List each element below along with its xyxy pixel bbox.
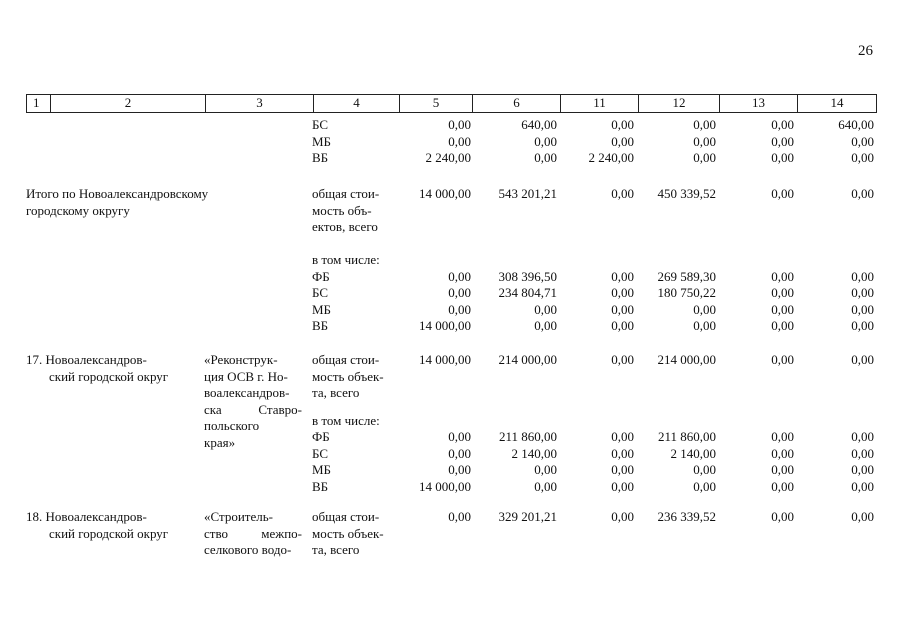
value-col-6: 0,00 [534,150,557,165]
funding-source-label: МБ [312,301,332,317]
value-col-14: 0,00 [851,445,874,461]
funding-source-label: МБ [312,133,332,149]
total-title: Итого по Новоалександровскому городскому округу [26,186,209,218]
table-row [26,429,876,446]
value-col-5: 0,00 [448,462,471,477]
cost-label: та, всего [312,385,360,400]
value-col-5: 0,00 [448,301,471,317]
value-col-14: 0,00 [851,133,874,149]
value-col-6: 234 804,71 [498,285,557,300]
table-row [26,269,876,286]
value-col-5: 0,00 [448,117,471,132]
value-col-5: 0,00 [448,429,471,444]
page-number: 26 [858,43,873,59]
value-col-13: 0,00 [771,117,794,132]
value-col-5: 14 000,00 [419,478,471,494]
cost-label: общая стои- [312,352,380,367]
value-col-11: 0,00 [611,301,634,317]
value-col-12: 269 589,30 [657,268,716,284]
table-row [26,117,876,134]
header-col-13: 13 [720,95,798,113]
value-col-13: 0,00 [771,186,794,201]
value-col-13: 0,00 [771,268,794,284]
value-col-6: 640,00 [521,117,557,132]
table-row [26,285,876,302]
value-col-14: 0,00 [851,318,874,333]
value-col-5: 0,00 [448,445,471,461]
funding-source-label: МБ [312,462,332,477]
item-17-block [26,352,876,495]
value-col-11: 0,00 [611,318,634,333]
value-col-12: 0,00 [693,301,716,317]
object-name-cell: «Реконструк- ция ОСВ г. Но- воалександров- ска Ставро- польского края» [204,352,302,450]
value-col-5: 0,00 [448,133,471,149]
total-block [26,186,876,335]
value-col-6: 0,00 [534,133,557,149]
value-col-12: 0,00 [693,133,716,149]
value-col-13: 0,00 [771,285,794,300]
cost-label: мость объек- [312,368,384,384]
value-col-6: 308 396,50 [498,268,557,284]
value-col-14: 0,00 [851,352,874,367]
value-col-14: 0,00 [851,186,874,201]
including-label: в том числе: [312,412,380,428]
item-18-block [26,509,876,559]
value-col-12: 0,00 [693,117,716,132]
table-row [26,302,876,319]
funding-source-label: БС [312,117,329,132]
value-col-14: 0,00 [851,301,874,317]
table-row [26,462,876,479]
funding-source-label: ВБ [312,478,329,494]
value-col-14: 0,00 [851,285,874,300]
header-col-12: 12 [639,95,720,113]
value-col-12: 0,00 [693,318,716,333]
header-col-4: 4 [314,95,400,113]
row-number: 18. [26,509,43,524]
continuation-block [26,117,876,167]
value-col-13: 0,00 [771,462,794,477]
value-col-12: 0,00 [693,478,716,494]
value-col-14: 0,00 [851,429,874,444]
header-col-2: 2 [51,95,206,113]
value-col-13: 0,00 [771,352,794,367]
value-col-13: 0,00 [771,301,794,317]
object-name-cell: «Строитель- ство межпо- селкового водо- [204,509,302,557]
value-col-11: 2 240,00 [588,150,634,165]
value-col-6: 0,00 [534,478,557,494]
value-col-11: 0,00 [611,429,634,444]
value-col-6: 2 140,00 [511,445,557,461]
funding-source-label: БС [312,285,329,300]
value-col-6: 214 000,00 [498,352,557,367]
value-col-14: 0,00 [851,509,874,524]
header-col-1: 1 [27,95,51,113]
value-col-14: 0,00 [851,150,874,165]
value-col-13: 0,00 [771,445,794,461]
value-col-14: 0,00 [851,478,874,494]
value-col-6: 543 201,21 [498,186,557,201]
value-col-12: 214 000,00 [657,352,716,367]
header-col-3: 3 [206,95,314,113]
value-col-13: 0,00 [771,509,794,524]
value-col-13: 0,00 [771,133,794,149]
cost-label: общая стои- [312,509,380,524]
value-col-11: 0,00 [611,478,634,494]
value-col-6: 0,00 [534,301,557,317]
value-col-5: 14 000,00 [419,352,471,367]
value-col-14: 0,00 [851,268,874,284]
table-row [26,352,876,369]
table-row [26,509,876,526]
value-col-11: 0,00 [611,285,634,300]
row-number: 17. [26,352,43,367]
cost-label: мость объек- [312,525,384,541]
value-col-12: 180 750,22 [657,285,716,300]
funding-source-label: ВБ [312,150,329,165]
value-col-12: 0,00 [693,462,716,477]
value-col-11: 0,00 [611,509,634,524]
header-col-14: 14 [798,95,877,113]
table-row [26,479,876,496]
funding-source-label: ФБ [312,429,330,444]
value-col-6: 211 860,00 [498,429,557,444]
funding-source-label: ФБ [312,268,330,284]
value-col-14: 640,00 [838,117,874,132]
value-col-6: 0,00 [534,318,557,333]
cost-label: мость объ- [312,202,372,218]
value-col-11: 0,00 [611,462,634,477]
table-row [26,150,876,167]
value-col-5: 14 000,00 [419,318,471,333]
value-col-12: 0,00 [693,150,716,165]
value-col-11: 0,00 [611,268,634,284]
value-col-5: 14 000,00 [419,186,471,201]
value-col-5: 0,00 [448,285,471,300]
value-col-11: 0,00 [611,133,634,149]
header-col-5: 5 [400,95,473,113]
value-col-5: 0,00 [448,268,471,284]
table-row [26,318,876,335]
value-col-12: 236 339,52 [657,509,716,524]
header-col-6: 6 [473,95,561,113]
value-col-13: 0,00 [771,478,794,494]
table-row [26,446,876,463]
value-col-11: 0,00 [611,117,634,132]
table-row [26,186,876,203]
column-header-row [26,94,877,113]
value-col-11: 0,00 [611,352,634,367]
value-col-12: 2 140,00 [670,445,716,461]
municipality-cell: 18. Новоалександров- ский городской округ [26,509,169,541]
value-col-13: 0,00 [771,318,794,333]
value-col-6: 329 201,21 [498,509,557,524]
value-col-14: 0,00 [851,462,874,477]
cost-label: общая стои- [312,186,380,201]
value-col-12: 450 339,52 [657,186,716,201]
value-col-11: 0,00 [611,186,634,201]
value-col-13: 0,00 [771,429,794,444]
municipality-cell: 17. Новоалександров- ский городской округ [26,352,169,384]
funding-source-label: БС [312,445,329,461]
cost-label: та, всего [312,542,360,557]
value-col-13: 0,00 [771,150,794,165]
table-row [26,134,876,151]
header-col-11: 11 [561,95,639,113]
including-label: в том числе: [312,252,380,267]
value-col-12: 211 860,00 [657,429,716,444]
value-col-6: 0,00 [534,462,557,477]
funding-source-label: ВБ [312,318,329,333]
value-col-5: 0,00 [448,509,471,524]
value-col-5: 2 240,00 [425,150,471,165]
value-col-11: 0,00 [611,445,634,461]
cost-label: ектов, всего [312,219,378,234]
